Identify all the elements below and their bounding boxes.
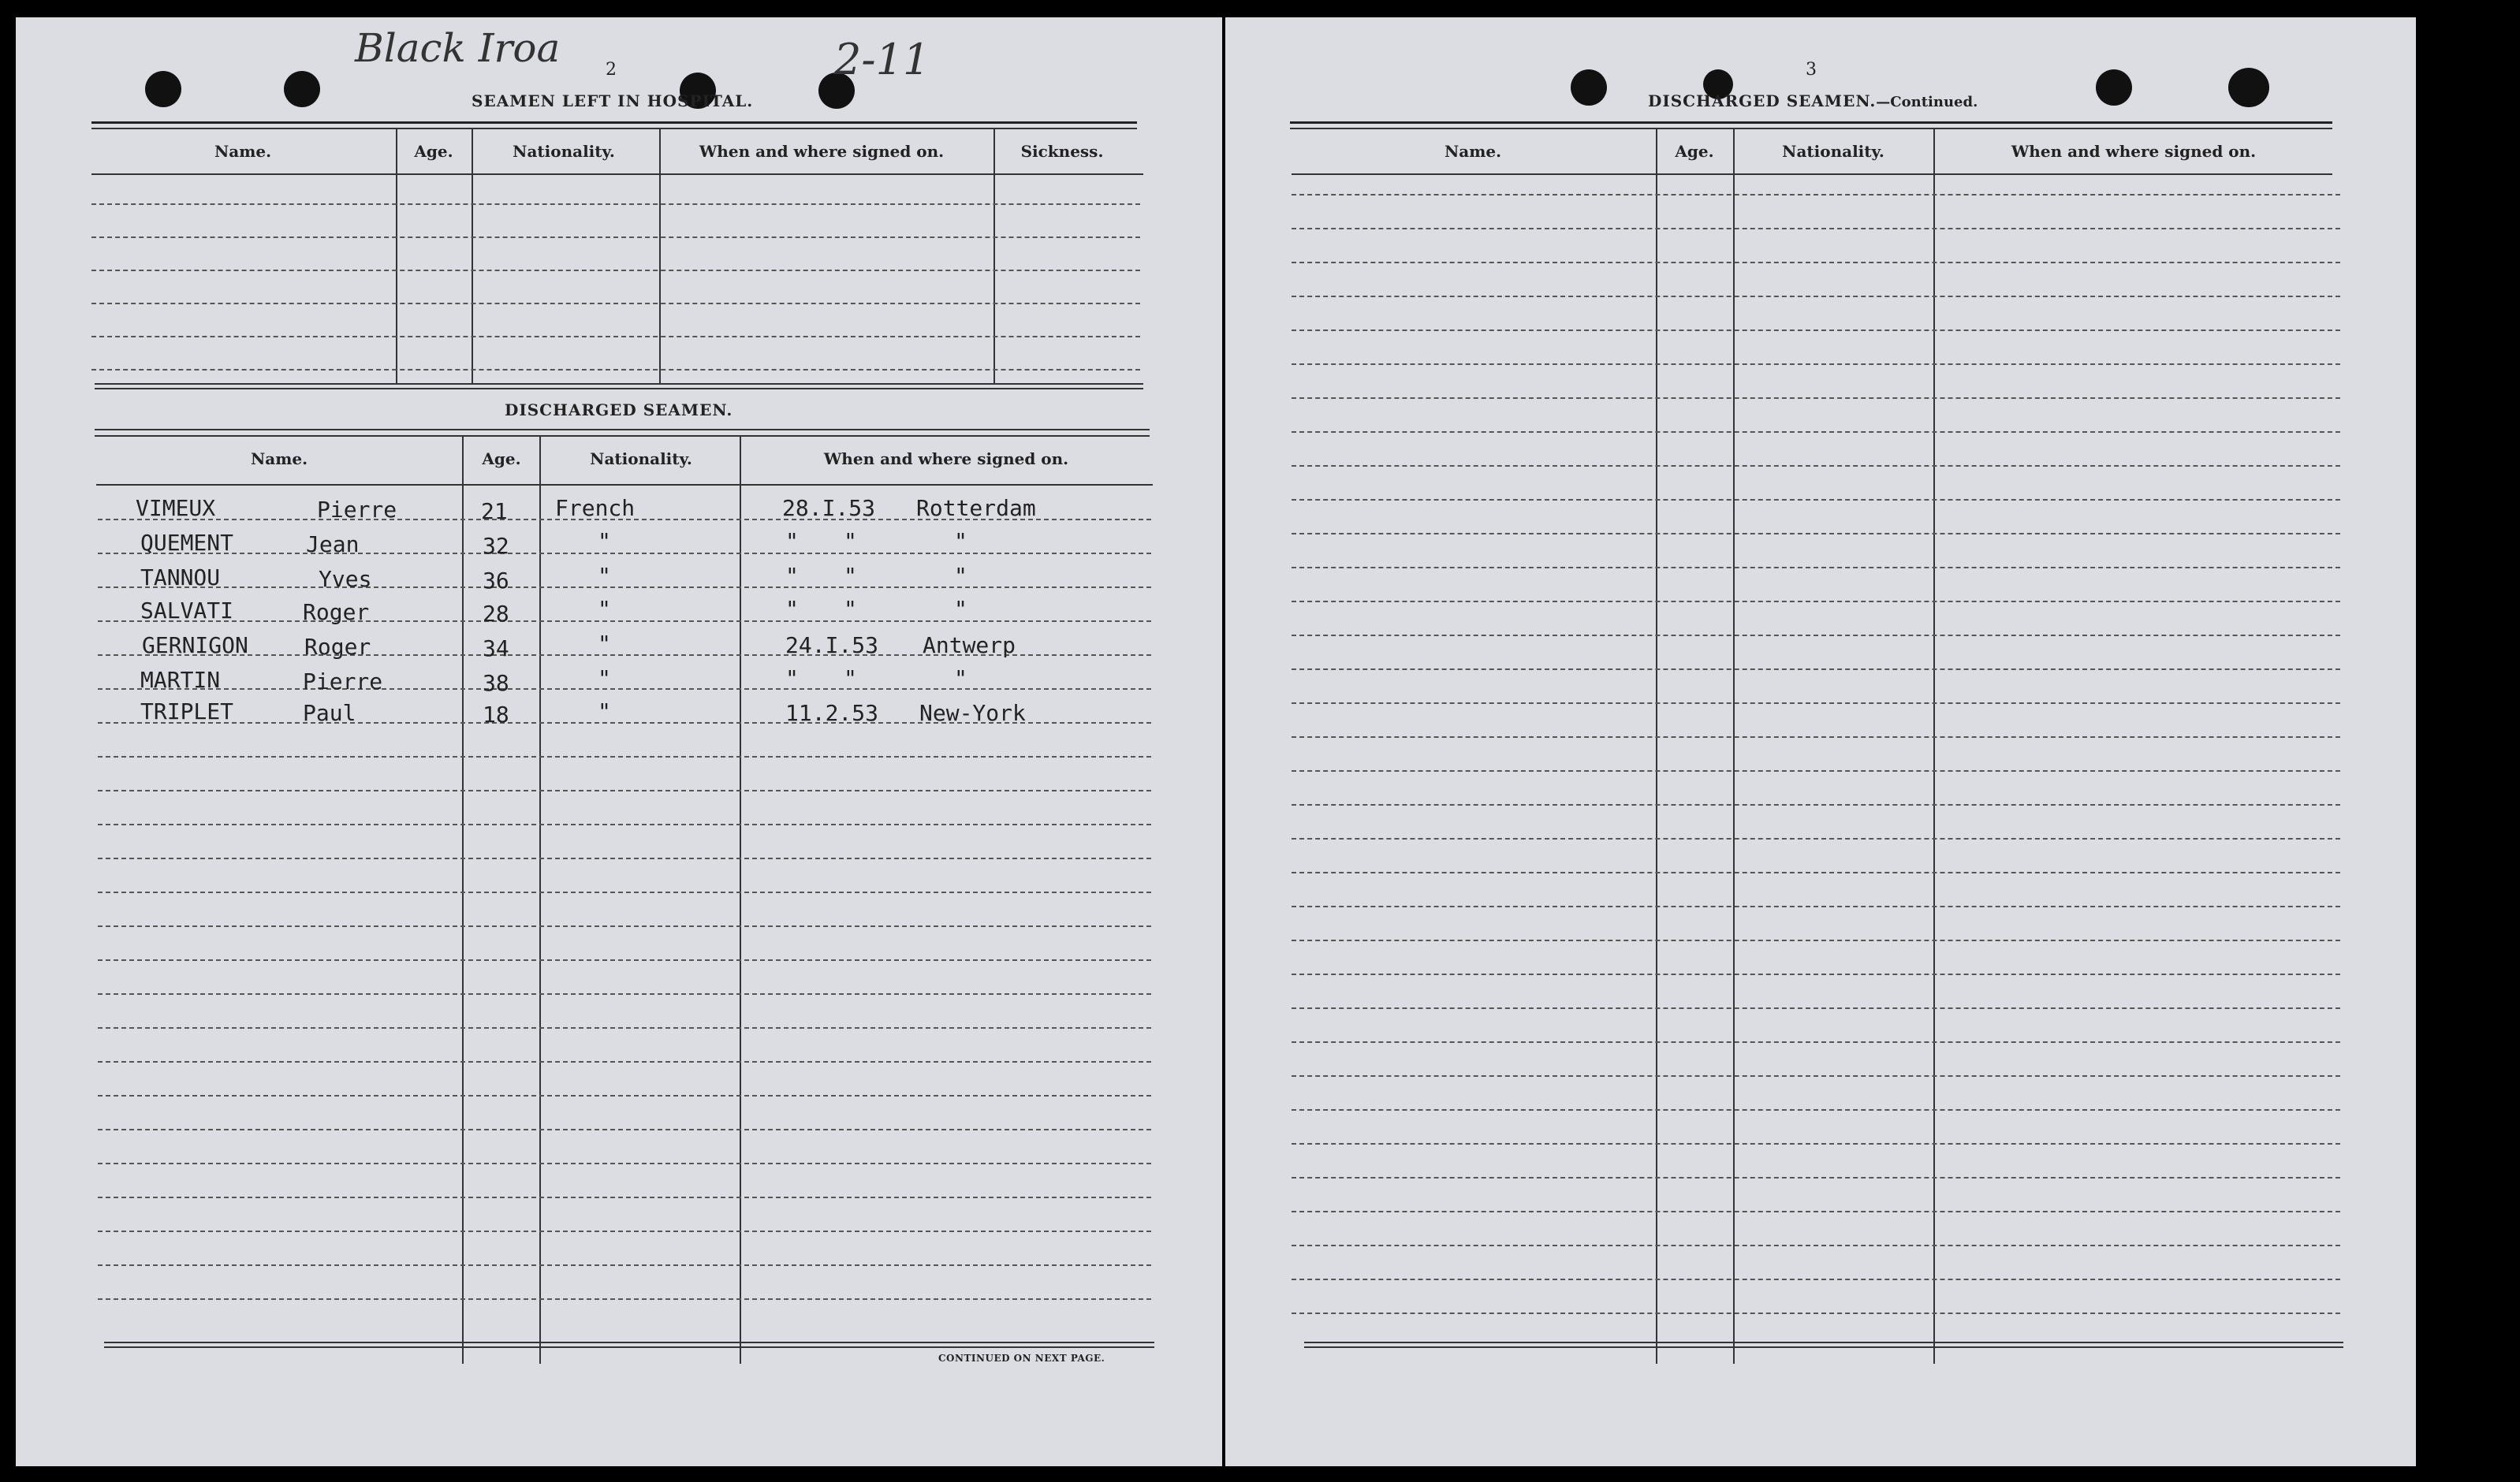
ruled-line — [98, 1027, 1151, 1029]
hospital-header-name: Name. — [214, 142, 272, 161]
ruled-line — [98, 1095, 1151, 1097]
ruled-line — [98, 824, 1151, 825]
ruled-line — [98, 1129, 1151, 1130]
discharged-continued-title — [1648, 91, 1978, 110]
seaman-surname: QUEMENT — [140, 530, 234, 556]
seaman-age: 36 — [483, 568, 509, 594]
title-main: DISCHARGED SEAMEN. — [1648, 91, 1877, 110]
signed-date: " — [785, 596, 799, 622]
seaman-first-name: Jean — [306, 531, 360, 557]
signed-date: " — [785, 528, 799, 554]
signed-place: Rotterdam — [916, 495, 1036, 521]
page-number: 3 — [1806, 60, 1817, 80]
ruled-line — [98, 790, 1151, 791]
ruled-line — [1292, 770, 2340, 772]
seaman-nationality: " — [598, 596, 611, 622]
ruled-line — [1292, 838, 2340, 840]
seaman-age: 28 — [483, 601, 509, 627]
ruled-line — [1292, 397, 2340, 399]
signed-date: " — [785, 563, 799, 589]
ruled-line — [98, 1163, 1151, 1164]
signed-date: 11.2.53 — [785, 700, 879, 726]
hospital-title: SEAMEN LEFT IN HOSPITAL. — [472, 91, 754, 110]
seaman-nationality: " — [598, 665, 611, 691]
ruled-line — [98, 1231, 1151, 1232]
seaman-age: 38 — [483, 670, 509, 696]
ruled-line — [1292, 262, 2340, 263]
seaman-surname: SALVATI — [140, 598, 234, 624]
ruled-line — [98, 993, 1151, 995]
ruled-line — [98, 925, 1151, 927]
signed-ditto: " — [844, 563, 857, 589]
right-header-nationality: Nationality. — [1782, 142, 1884, 161]
signed-place: " — [954, 563, 967, 589]
signed-date: 28.I.53 — [782, 495, 876, 521]
signed-place: Antwerp — [923, 632, 1016, 658]
seaman-first-name: Paul — [303, 700, 356, 726]
ruled-line — [98, 1197, 1151, 1198]
discharged-header-name: Name. — [250, 449, 308, 468]
signed-date: 24.I.53 — [785, 632, 879, 658]
seaman-age: 21 — [481, 498, 508, 524]
ruled-line — [1292, 499, 2340, 501]
ruled-line — [1292, 1245, 2340, 1246]
seaman-nationality: " — [598, 631, 611, 657]
ruled-line — [1292, 363, 2340, 365]
seaman-nationality: " — [598, 698, 611, 724]
ruled-line — [1292, 1075, 2340, 1077]
seaman-nationality: " — [598, 563, 611, 589]
seaman-surname: TANNOU — [140, 564, 221, 590]
seaman-first-name: Roger — [303, 599, 370, 625]
signed-place: " — [954, 665, 967, 691]
ruled-line — [1292, 668, 2340, 670]
right-header-name: Name. — [1444, 142, 1502, 161]
seaman-surname: GERNIGON — [142, 632, 248, 658]
ruled-line — [1292, 1007, 2340, 1009]
hospital-header-age: Age. — [414, 142, 453, 161]
ruled-line — [1292, 194, 2340, 195]
signed-ditto: " — [844, 665, 857, 691]
signed-place: " — [954, 596, 967, 622]
ruled-line — [1292, 635, 2340, 636]
discharged-title: DISCHARGED SEAMEN. — [505, 400, 733, 419]
ruled-line — [1292, 1041, 2340, 1043]
ruled-line — [98, 553, 1151, 554]
title-sub: —Continued. — [1876, 94, 1978, 110]
ruled-line — [98, 1298, 1151, 1300]
seaman-first-name: Pierre — [303, 668, 383, 694]
ruled-line — [1292, 601, 2340, 602]
ruled-line — [98, 959, 1151, 961]
handwritten-ship-name: Black Iroa — [355, 25, 561, 71]
ruled-line — [1292, 804, 2340, 806]
ruled-line — [1292, 702, 2340, 704]
hospital-header-signed: When and where signed on. — [699, 142, 945, 161]
ruled-line — [98, 858, 1151, 859]
hospital-header-nationality: Nationality. — [513, 142, 615, 161]
page-number: 2 — [606, 60, 617, 80]
signed-place: " — [954, 528, 967, 554]
continued-footer: CONTINUED ON NEXT PAGE. — [938, 1353, 1105, 1364]
seaman-surname: TRIPLET — [140, 698, 234, 724]
punch-hole — [284, 71, 320, 107]
ruled-line — [98, 1061, 1151, 1063]
ruled-line — [98, 620, 1151, 622]
discharged-header-age: Age. — [482, 449, 521, 468]
left-page — [16, 17, 1222, 1466]
ruled-line — [1292, 567, 2340, 568]
ruled-line — [1292, 431, 2340, 433]
signed-ditto: " — [844, 528, 857, 554]
ruled-line — [98, 756, 1151, 758]
seaman-first-name: Roger — [304, 634, 371, 660]
ruled-line — [1292, 1313, 2340, 1314]
signed-ditto: " — [844, 596, 857, 622]
ruled-line — [1292, 974, 2340, 975]
handwritten-note: 2-11 — [834, 35, 930, 84]
punch-hole — [145, 71, 181, 107]
ruled-line — [1292, 1177, 2340, 1179]
ruled-line — [1292, 736, 2340, 738]
right-header-age: Age. — [1675, 142, 1714, 161]
ruled-line — [98, 586, 1151, 588]
right-page — [1225, 17, 2416, 1466]
seaman-surname: MARTIN — [140, 667, 221, 693]
ruled-line — [1292, 228, 2340, 229]
ruled-line — [1292, 296, 2340, 297]
signed-date: " — [785, 665, 799, 691]
seaman-age: 34 — [483, 635, 509, 661]
ruled-line — [1292, 465, 2340, 467]
ruled-line — [98, 1264, 1151, 1266]
seaman-surname: VIMEUX — [136, 495, 216, 521]
seaman-first-name: Yves — [319, 566, 372, 592]
seaman-age: 32 — [483, 533, 509, 559]
ruled-line — [1292, 1279, 2340, 1280]
ruled-line — [98, 688, 1151, 690]
ruled-line — [1292, 906, 2340, 907]
seaman-nationality: French — [555, 495, 636, 521]
punch-hole — [2096, 69, 2132, 106]
signed-place: New-York — [919, 700, 1026, 726]
hospital-header-sickness: Sickness. — [1020, 142, 1104, 161]
discharged-header-signed: When and where signed on. — [823, 449, 1069, 468]
seaman-first-name: Pierre — [317, 497, 397, 523]
seaman-age: 18 — [483, 702, 509, 728]
ruled-line — [1292, 330, 2340, 331]
seaman-nationality: " — [598, 528, 611, 554]
punch-hole — [1571, 69, 1607, 106]
ruled-line — [98, 892, 1151, 893]
ruled-line — [1292, 1143, 2340, 1145]
ruled-line — [1292, 1109, 2340, 1111]
punch-hole — [2228, 68, 2269, 107]
ruled-line — [1292, 533, 2340, 534]
ruled-line — [1292, 1211, 2340, 1212]
right-header-signed: When and where signed on. — [2011, 142, 2257, 161]
ruled-line — [1292, 940, 2340, 941]
ruled-line — [1292, 872, 2340, 873]
discharged-header-nationality: Nationality. — [590, 449, 692, 468]
